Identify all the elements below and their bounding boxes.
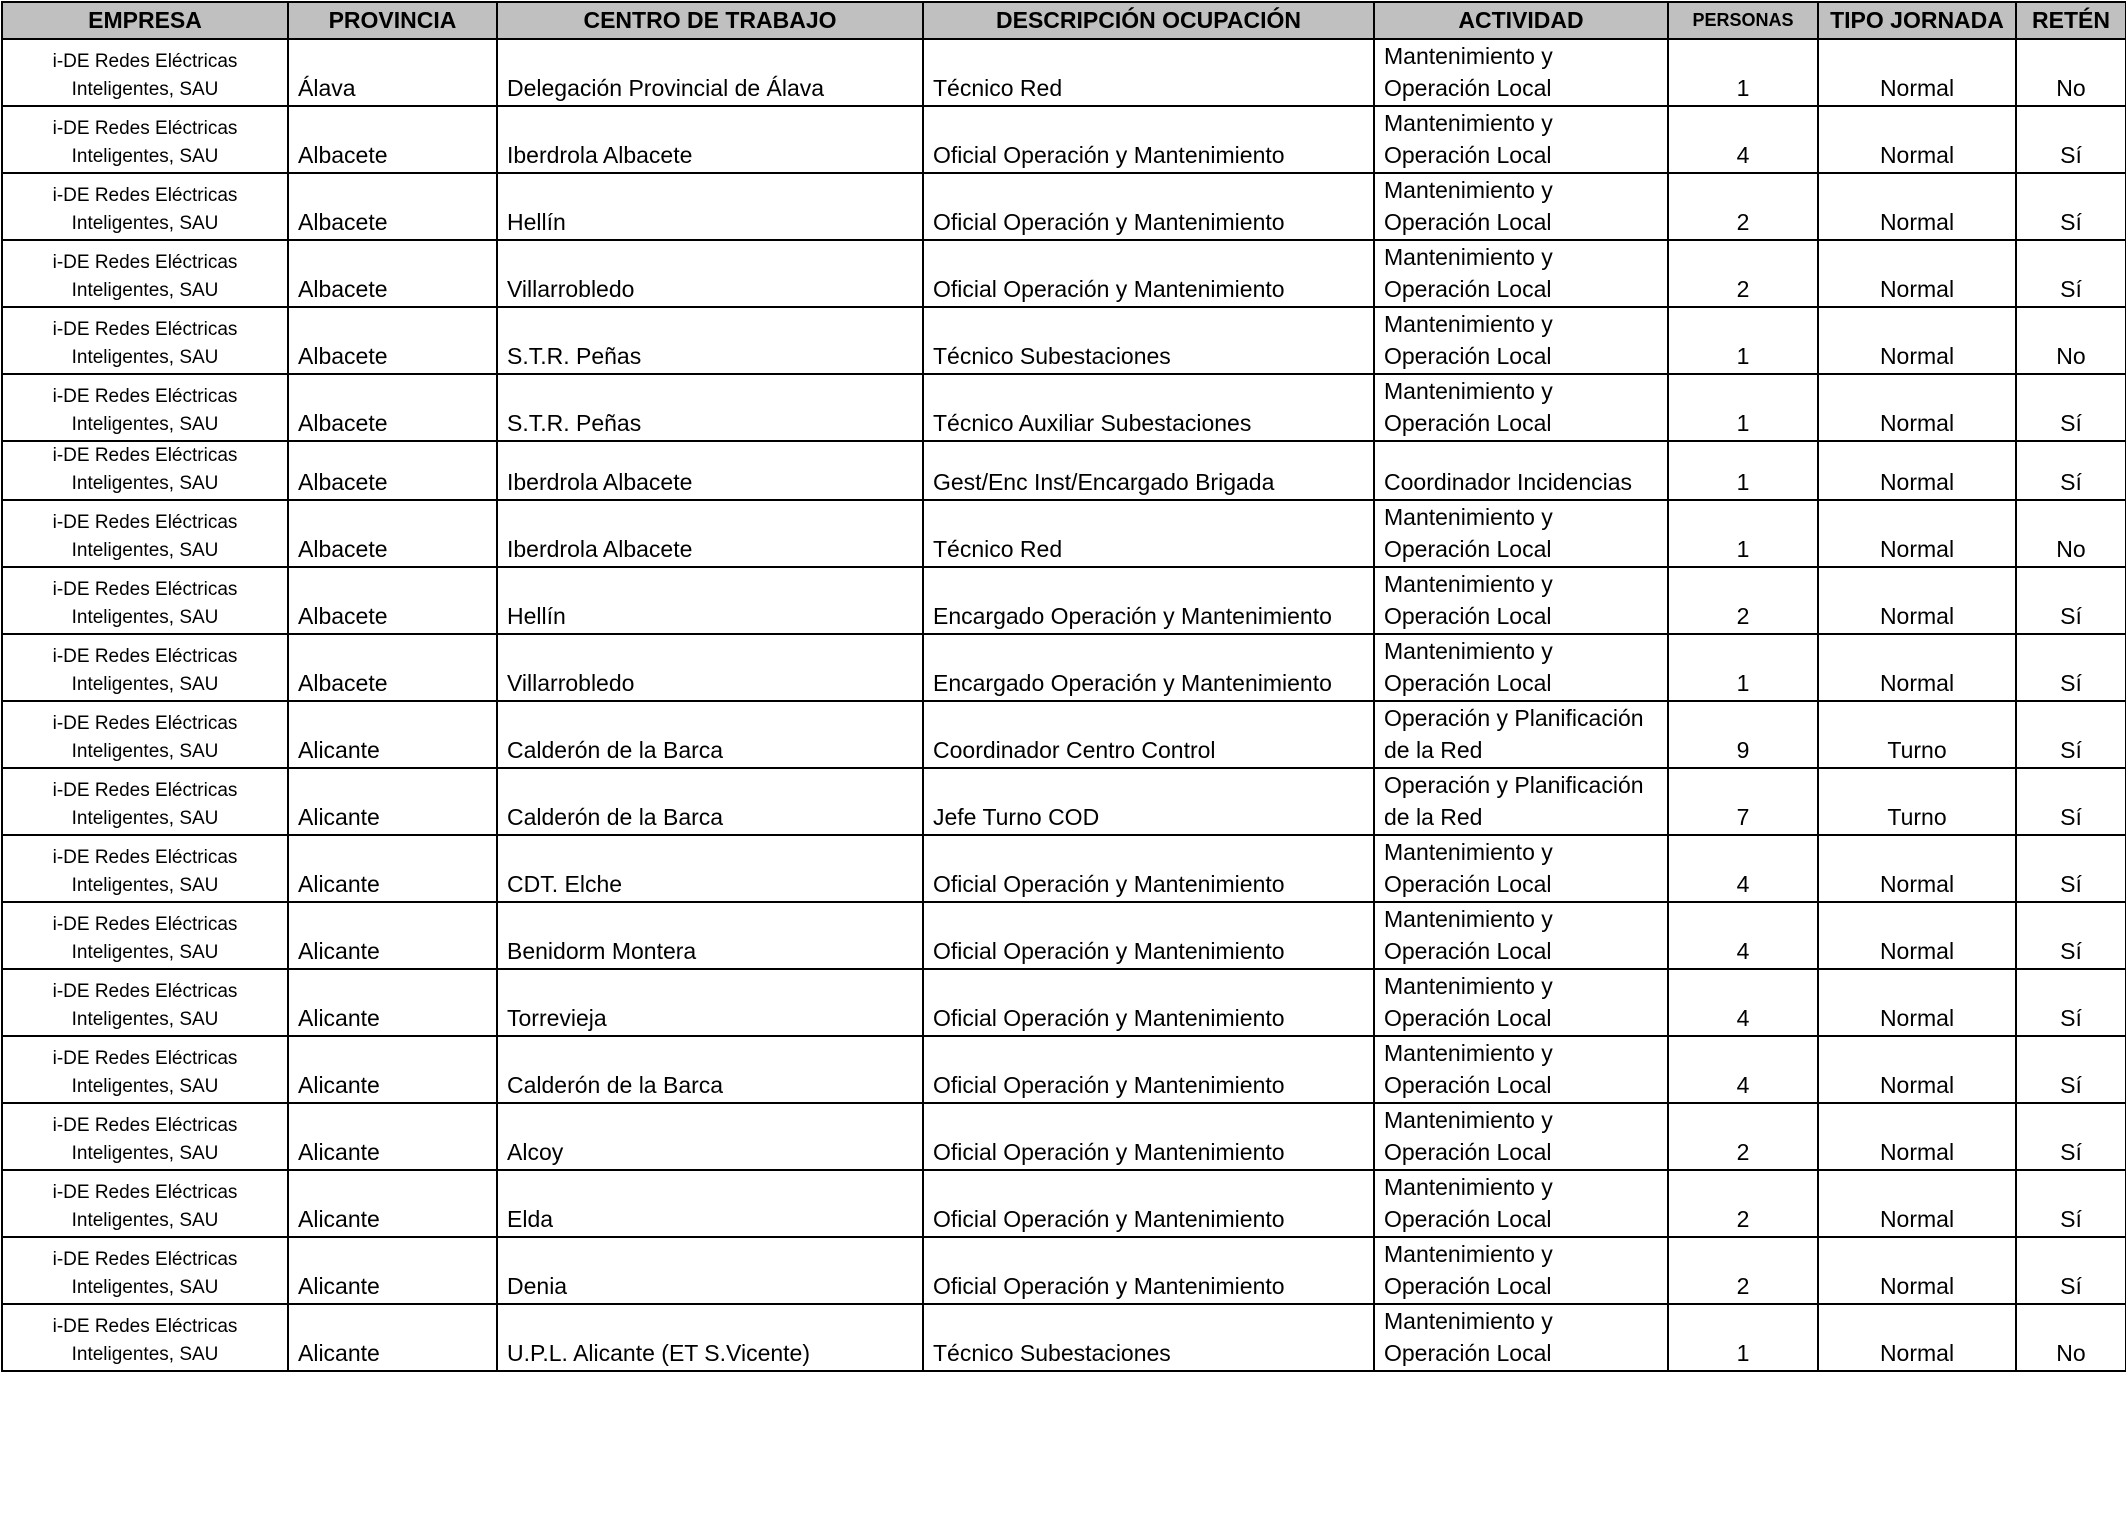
empresa-line-1: i-DE Redes Eléctricas [52, 1249, 238, 1270]
cell-actividad [1374, 768, 1668, 835]
cell-descripcion-ocupacion: Oficial Operación y Mantenimiento [923, 106, 1374, 173]
table-row [2, 374, 2126, 441]
actividad-line-2: Operación Local [1384, 938, 1552, 964]
empresa-line-1: i-DE Redes Eléctricas [52, 319, 238, 340]
actividad-line-1: Mantenimiento y [1384, 571, 1553, 597]
cell-tipo-jornada: Normal [1818, 106, 2016, 173]
occupations-table [1, 1, 2126, 1372]
actividad-line-2: Operación Local [1384, 142, 1552, 168]
empresa-line-2: Inteligentes, SAU [71, 473, 219, 494]
actividad-line-1: Mantenimiento y [1384, 311, 1553, 337]
cell-personas: 1 [1668, 634, 1818, 701]
cell-reten: Sí [2016, 1103, 2126, 1170]
cell-centro-trabajo: Elda [497, 1170, 923, 1237]
cell-tipo-jornada: Normal [1818, 902, 2016, 969]
empresa-line-2: Inteligentes, SAU [71, 146, 219, 167]
cell-reten: Sí [2016, 567, 2126, 634]
actividad-line-2: Operación Local [1384, 1340, 1552, 1366]
table-row [2, 768, 2126, 835]
cell-provincia: Alicante [288, 1103, 497, 1170]
cell-personas: 1 [1668, 441, 1818, 500]
cell-reten: No [2016, 1304, 2126, 1371]
empresa-line-2: Inteligentes, SAU [71, 741, 219, 762]
actividad-line-1: Mantenimiento y [1384, 1174, 1553, 1200]
cell-centro-trabajo: S.T.R. Peñas [497, 307, 923, 374]
cell-actividad [1374, 902, 1668, 969]
actividad-line-2: de la Red [1384, 737, 1483, 763]
cell-provincia: Albacete [288, 441, 497, 500]
actividad-line-1: Mantenimiento y [1384, 244, 1553, 270]
empresa-line-2: Inteligentes, SAU [71, 79, 219, 100]
actividad-line-1: Mantenimiento y [1384, 110, 1553, 136]
empresa-line-1: i-DE Redes Eléctricas [52, 118, 238, 139]
table-row [2, 39, 2126, 106]
actividad-line-2: Operación Local [1384, 1072, 1552, 1098]
cell-tipo-jornada: Normal [1818, 173, 2016, 240]
table-row [2, 969, 2126, 1036]
cell-provincia: Albacete [288, 634, 497, 701]
cell-empresa [2, 1036, 288, 1103]
actividad-line-1: Mantenimiento y [1384, 1040, 1553, 1066]
cell-empresa [2, 307, 288, 374]
actividad-line-2: Operación Local [1384, 1273, 1552, 1299]
actividad-line-1: Operación y Planificación [1384, 772, 1644, 798]
cell-centro-trabajo: Iberdrola Albacete [497, 500, 923, 567]
cell-centro-trabajo: Hellín [497, 173, 923, 240]
actividad-line-2: Operación Local [1384, 1206, 1552, 1232]
cell-personas: 4 [1668, 969, 1818, 1036]
cell-actividad [1374, 969, 1668, 1036]
cell-reten: Sí [2016, 701, 2126, 768]
cell-empresa [2, 768, 288, 835]
cell-descripcion-ocupacion: Oficial Operación y Mantenimiento [923, 1036, 1374, 1103]
cell-actividad [1374, 500, 1668, 567]
cell-empresa [2, 835, 288, 902]
cell-provincia: Albacete [288, 173, 497, 240]
cell-personas: 2 [1668, 240, 1818, 307]
cell-provincia: Albacete [288, 500, 497, 567]
empresa-line-1: i-DE Redes Eléctricas [52, 713, 238, 734]
cell-centro-trabajo: Iberdrola Albacete [497, 441, 923, 500]
cell-tipo-jornada: Normal [1818, 1036, 2016, 1103]
actividad-line-2: Operación Local [1384, 536, 1552, 562]
empresa-line-1: i-DE Redes Eléctricas [52, 1182, 238, 1203]
actividad-line-1: Mantenimiento y [1384, 638, 1553, 664]
table-body [2, 39, 2126, 1371]
table-row [2, 1237, 2126, 1304]
table-row [2, 634, 2126, 701]
cell-empresa [2, 39, 288, 106]
table-row [2, 106, 2126, 173]
cell-empresa [2, 240, 288, 307]
cell-tipo-jornada: Normal [1818, 835, 2016, 902]
cell-empresa [2, 634, 288, 701]
actividad-line-2: Operación Local [1384, 209, 1552, 235]
empresa-line-2: Inteligentes, SAU [71, 1277, 219, 1298]
cell-descripcion-ocupacion: Técnico Red [923, 500, 1374, 567]
cell-reten: No [2016, 307, 2126, 374]
cell-provincia: Álava [288, 39, 497, 106]
cell-descripcion-ocupacion: Oficial Operación y Mantenimiento [923, 1170, 1374, 1237]
cell-personas: 2 [1668, 1170, 1818, 1237]
cell-provincia: Alicante [288, 902, 497, 969]
empresa-line-2: Inteligentes, SAU [71, 607, 219, 628]
cell-actividad [1374, 1304, 1668, 1371]
empresa-line-2: Inteligentes, SAU [71, 1143, 219, 1164]
cell-actividad [1374, 106, 1668, 173]
cell-empresa [2, 374, 288, 441]
cell-actividad [1374, 1103, 1668, 1170]
empresa-line-1: i-DE Redes Eléctricas [52, 780, 238, 801]
table-row [2, 1036, 2126, 1103]
cell-reten: Sí [2016, 768, 2126, 835]
cell-actividad [1374, 1170, 1668, 1237]
cell-centro-trabajo: Delegación Provincial de Álava [497, 39, 923, 106]
empresa-line-2: Inteligentes, SAU [71, 875, 219, 896]
header-centro-trabajo: CENTRO DE TRABAJO [497, 2, 923, 39]
actividad-line-1: Mantenimiento y [1384, 1107, 1553, 1133]
cell-empresa [2, 441, 288, 500]
cell-descripcion-ocupacion: Técnico Auxiliar Subestaciones [923, 374, 1374, 441]
empresa-line-1: i-DE Redes Eléctricas [52, 51, 238, 72]
empresa-line-1: i-DE Redes Eléctricas [52, 981, 238, 1002]
empresa-line-1: i-DE Redes Eléctricas [52, 185, 238, 206]
cell-personas: 2 [1668, 1103, 1818, 1170]
empresa-line-1: i-DE Redes Eléctricas [52, 512, 238, 533]
empresa-line-2: Inteligentes, SAU [71, 280, 219, 301]
empresa-line-2: Inteligentes, SAU [71, 347, 219, 368]
cell-centro-trabajo: Calderón de la Barca [497, 768, 923, 835]
cell-tipo-jornada: Normal [1818, 39, 2016, 106]
cell-reten: No [2016, 500, 2126, 567]
cell-provincia: Alicante [288, 1237, 497, 1304]
cell-empresa [2, 567, 288, 634]
cell-tipo-jornada: Normal [1818, 307, 2016, 374]
cell-provincia: Alicante [288, 1304, 497, 1371]
cell-centro-trabajo: Calderón de la Barca [497, 701, 923, 768]
header-tipo-jornada: TIPO JORNADA [1818, 2, 2016, 39]
cell-descripcion-ocupacion: Oficial Operación y Mantenimiento [923, 902, 1374, 969]
actividad-line-2: Operación Local [1384, 276, 1552, 302]
table-row [2, 240, 2126, 307]
cell-descripcion-ocupacion: Coordinador Centro Control [923, 701, 1374, 768]
cell-reten: Sí [2016, 240, 2126, 307]
cell-empresa [2, 902, 288, 969]
cell-descripcion-ocupacion: Oficial Operación y Mantenimiento [923, 173, 1374, 240]
cell-reten: Sí [2016, 969, 2126, 1036]
cell-reten: Sí [2016, 902, 2126, 969]
cell-personas: 1 [1668, 374, 1818, 441]
header-descripcion-ocupacion: DESCRIPCIÓN OCUPACIÓN [923, 2, 1374, 39]
cell-provincia: Alicante [288, 1036, 497, 1103]
cell-empresa [2, 969, 288, 1036]
cell-empresa [2, 1170, 288, 1237]
cell-empresa [2, 1103, 288, 1170]
table-row [2, 902, 2126, 969]
actividad-line-1: Mantenimiento y [1384, 973, 1553, 999]
header-actividad: ACTIVIDAD [1374, 2, 1668, 39]
cell-empresa [2, 701, 288, 768]
cell-centro-trabajo: Torrevieja [497, 969, 923, 1036]
cell-tipo-jornada: Turno [1818, 701, 2016, 768]
table-row [2, 173, 2126, 240]
cell-centro-trabajo: U.P.L. Alicante (ET S.Vicente) [497, 1304, 923, 1371]
actividad-line-1: Mantenimiento y [1384, 504, 1553, 530]
cell-centro-trabajo: S.T.R. Peñas [497, 374, 923, 441]
actividad-line-1: Mantenimiento y [1384, 43, 1553, 69]
cell-descripcion-ocupacion: Oficial Operación y Mantenimiento [923, 1103, 1374, 1170]
cell-provincia: Albacete [288, 567, 497, 634]
actividad-line-2: de la Red [1384, 804, 1483, 830]
actividad-line-1: Mantenimiento y [1384, 906, 1553, 932]
cell-actividad [1374, 441, 1668, 500]
cell-descripcion-ocupacion: Técnico Subestaciones [923, 1304, 1374, 1371]
table-row [2, 1103, 2126, 1170]
cell-reten: Sí [2016, 1170, 2126, 1237]
cell-personas: 1 [1668, 1304, 1818, 1371]
cell-centro-trabajo: Calderón de la Barca [497, 1036, 923, 1103]
empresa-line-2: Inteligentes, SAU [71, 540, 219, 561]
table-row [2, 567, 2126, 634]
empresa-line-2: Inteligentes, SAU [71, 1076, 219, 1097]
cell-tipo-jornada: Normal [1818, 567, 2016, 634]
table-row [2, 835, 2126, 902]
cell-tipo-jornada: Normal [1818, 634, 2016, 701]
cell-centro-trabajo: Villarrobledo [497, 240, 923, 307]
actividad-line-2: Operación Local [1384, 410, 1552, 436]
cell-personas: 4 [1668, 835, 1818, 902]
cell-tipo-jornada: Normal [1818, 1237, 2016, 1304]
cell-provincia: Alicante [288, 969, 497, 1036]
empresa-line-1: i-DE Redes Eléctricas [52, 579, 238, 600]
actividad-line-1: Mantenimiento y [1384, 839, 1553, 865]
cell-centro-trabajo: CDT. Elche [497, 835, 923, 902]
cell-actividad [1374, 173, 1668, 240]
empresa-line-1: i-DE Redes Eléctricas [52, 847, 238, 868]
empresa-line-1: i-DE Redes Eléctricas [52, 1115, 238, 1136]
cell-descripcion-ocupacion: Encargado Operación y Mantenimiento [923, 567, 1374, 634]
actividad-line-1: Mantenimiento y [1384, 1241, 1553, 1267]
cell-personas: 4 [1668, 902, 1818, 969]
cell-provincia: Alicante [288, 1170, 497, 1237]
table-row [2, 1304, 2126, 1371]
empresa-line-2: Inteligentes, SAU [71, 213, 219, 234]
table-row [2, 1170, 2126, 1237]
cell-provincia: Alicante [288, 701, 497, 768]
cell-personas: 2 [1668, 173, 1818, 240]
cell-tipo-jornada: Normal [1818, 441, 2016, 500]
actividad-line-2: Operación Local [1384, 603, 1552, 629]
empresa-line-2: Inteligentes, SAU [71, 808, 219, 829]
cell-personas: 4 [1668, 1036, 1818, 1103]
header-empresa: EMPRESA [2, 2, 288, 39]
cell-reten: Sí [2016, 634, 2126, 701]
cell-tipo-jornada: Normal [1818, 1170, 2016, 1237]
actividad-line-2: Operación Local [1384, 1139, 1552, 1165]
cell-provincia: Albacete [288, 106, 497, 173]
cell-centro-trabajo: Denia [497, 1237, 923, 1304]
actividad-line-1: Mantenimiento y [1384, 1308, 1553, 1334]
cell-personas: 9 [1668, 701, 1818, 768]
cell-centro-trabajo: Benidorm Montera [497, 902, 923, 969]
cell-descripcion-ocupacion: Técnico Subestaciones [923, 307, 1374, 374]
actividad-line-2: Operación Local [1384, 343, 1552, 369]
cell-tipo-jornada: Normal [1818, 240, 2016, 307]
empresa-line-1: i-DE Redes Eléctricas [52, 914, 238, 935]
actividad-line-1: Mantenimiento y [1384, 378, 1553, 404]
cell-reten: Sí [2016, 374, 2126, 441]
cell-reten: Sí [2016, 835, 2126, 902]
actividad-line-2: Operación Local [1384, 670, 1552, 696]
cell-centro-trabajo: Villarrobledo [497, 634, 923, 701]
cell-tipo-jornada: Normal [1818, 969, 2016, 1036]
cell-descripcion-ocupacion: Encargado Operación y Mantenimiento [923, 634, 1374, 701]
cell-actividad [1374, 374, 1668, 441]
cell-provincia: Alicante [288, 768, 497, 835]
table-row [2, 307, 2126, 374]
cell-descripcion-ocupacion: Técnico Red [923, 39, 1374, 106]
actividad-line-2: Operación Local [1384, 871, 1552, 897]
cell-actividad [1374, 39, 1668, 106]
header-row [2, 2, 2126, 39]
empresa-line-1: i-DE Redes Eléctricas [52, 252, 238, 273]
header-reten: RETÉN [2016, 2, 2126, 39]
cell-tipo-jornada: Normal [1818, 1103, 2016, 1170]
cell-reten: Sí [2016, 1036, 2126, 1103]
empresa-line-2: Inteligentes, SAU [71, 1009, 219, 1030]
cell-tipo-jornada: Normal [1818, 1304, 2016, 1371]
cell-empresa [2, 1304, 288, 1371]
cell-descripcion-ocupacion: Oficial Operación y Mantenimiento [923, 240, 1374, 307]
cell-personas: 2 [1668, 567, 1818, 634]
cell-descripcion-ocupacion: Jefe Turno COD [923, 768, 1374, 835]
cell-reten: Sí [2016, 441, 2126, 500]
cell-descripcion-ocupacion: Oficial Operación y Mantenimiento [923, 1237, 1374, 1304]
table-row [2, 701, 2126, 768]
cell-reten: Sí [2016, 1237, 2126, 1304]
empresa-line-2: Inteligentes, SAU [71, 674, 219, 695]
cell-descripcion-ocupacion: Oficial Operación y Mantenimiento [923, 835, 1374, 902]
empresa-line-1: i-DE Redes Eléctricas [52, 445, 238, 466]
cell-descripcion-ocupacion: Gest/Enc Inst/Encargado Brigada [923, 441, 1374, 500]
cell-actividad [1374, 634, 1668, 701]
empresa-line-2: Inteligentes, SAU [71, 1344, 219, 1365]
cell-descripcion-ocupacion: Oficial Operación y Mantenimiento [923, 969, 1374, 1036]
table-row [2, 441, 2126, 500]
actividad-line-2: Coordinador Incidencias [1384, 469, 1633, 495]
actividad-line-1: Operación y Planificación [1384, 705, 1644, 731]
cell-reten: Sí [2016, 173, 2126, 240]
empresa-line-2: Inteligentes, SAU [71, 942, 219, 963]
cell-personas: 4 [1668, 106, 1818, 173]
cell-tipo-jornada: Turno [1818, 768, 2016, 835]
cell-actividad [1374, 701, 1668, 768]
cell-actividad [1374, 240, 1668, 307]
empresa-line-1: i-DE Redes Eléctricas [52, 646, 238, 667]
cell-personas: 1 [1668, 39, 1818, 106]
actividad-line-1: Mantenimiento y [1384, 177, 1553, 203]
cell-provincia: Albacete [288, 240, 497, 307]
actividad-line-2: Operación Local [1384, 1005, 1552, 1031]
table-row [2, 500, 2126, 567]
cell-empresa [2, 500, 288, 567]
cell-personas: 1 [1668, 500, 1818, 567]
cell-centro-trabajo: Iberdrola Albacete [497, 106, 923, 173]
cell-reten: Sí [2016, 106, 2126, 173]
cell-personas: 1 [1668, 307, 1818, 374]
actividad-line-2: Operación Local [1384, 75, 1552, 101]
cell-actividad [1374, 1237, 1668, 1304]
empresa-line-1: i-DE Redes Eléctricas [52, 386, 238, 407]
header-personas: PERSONAS [1668, 2, 1818, 39]
cell-tipo-jornada: Normal [1818, 374, 2016, 441]
cell-actividad [1374, 1036, 1668, 1103]
cell-empresa [2, 106, 288, 173]
cell-provincia: Albacete [288, 307, 497, 374]
cell-actividad [1374, 567, 1668, 634]
empresa-line-2: Inteligentes, SAU [71, 414, 219, 435]
cell-actividad [1374, 835, 1668, 902]
cell-provincia: Alicante [288, 835, 497, 902]
header-provincia: PROVINCIA [288, 2, 497, 39]
cell-personas: 7 [1668, 768, 1818, 835]
cell-reten: No [2016, 39, 2126, 106]
empresa-line-2: Inteligentes, SAU [71, 1210, 219, 1231]
cell-centro-trabajo: Alcoy [497, 1103, 923, 1170]
cell-centro-trabajo: Hellín [497, 567, 923, 634]
cell-empresa [2, 173, 288, 240]
cell-empresa [2, 1237, 288, 1304]
empresa-line-1: i-DE Redes Eléctricas [52, 1316, 238, 1337]
empresa-line-1: i-DE Redes Eléctricas [52, 1048, 238, 1069]
cell-actividad [1374, 307, 1668, 374]
cell-provincia: Albacete [288, 374, 497, 441]
cell-personas: 2 [1668, 1237, 1818, 1304]
cell-tipo-jornada: Normal [1818, 500, 2016, 567]
